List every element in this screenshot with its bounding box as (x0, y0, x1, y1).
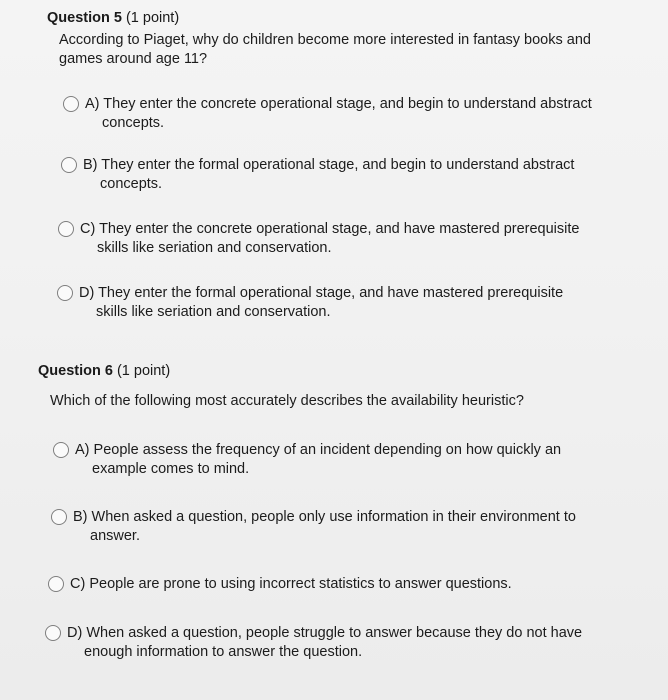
option-label: A) People assess the frequency of an incident depending on how quickly an example comes to mind. (75, 442, 562, 477)
radio-button[interactable] (61, 157, 77, 173)
question-label: Question 5 (47, 10, 122, 26)
question-points: (1 point) (125, 10, 180, 26)
option-label: D) When asked a question, people struggle to answer because they do not have enough information to answer the question. (67, 625, 583, 660)
question-5-option-a[interactable] (63, 95, 592, 133)
radio-button[interactable] (53, 442, 69, 458)
option-label: C) People are prone to using incorrect statistics to answer questions. (70, 576, 512, 592)
question-6-title (38, 363, 170, 379)
question-5-option-c[interactable] (58, 220, 579, 258)
question-5-option-b[interactable] (61, 156, 574, 194)
question-points: (1 point) (116, 363, 171, 379)
question-6-option-a[interactable] (53, 441, 561, 479)
question-5-title (47, 10, 179, 26)
question-5-prompt: According to Piaget, why do children become more interested in fantasy books and games around age 11? (59, 32, 591, 67)
question-6-option-d[interactable] (45, 624, 582, 662)
option-label: A) They enter the concrete operational stage, and begin to understand abstract concepts. (85, 96, 592, 131)
question-6-option-c[interactable] (48, 575, 512, 594)
question-6-option-b[interactable] (51, 508, 576, 546)
radio-button[interactable] (48, 576, 64, 592)
option-label: B) When asked a question, people only use information in their environment to answer. (73, 509, 576, 544)
question-6-prompt: Which of the following most accurately describes the availability heuristic? (50, 393, 524, 409)
question-5-option-d[interactable] (57, 284, 563, 322)
option-label: D) They enter the formal operational stage, and have mastered prerequisite skills like seriation and conservation. (79, 285, 564, 320)
radio-button[interactable] (63, 96, 79, 112)
option-label: B) They enter the formal operational stage, and begin to understand abstract concepts. (83, 157, 575, 192)
radio-button[interactable] (51, 509, 67, 525)
question-label: Question 6 (38, 363, 113, 379)
radio-button[interactable] (45, 625, 61, 641)
radio-button[interactable] (57, 285, 73, 301)
radio-button[interactable] (58, 221, 74, 237)
option-label: C) They enter the concrete operational stage, and have mastered prerequisite skills like seriation and conservation. (80, 221, 580, 256)
